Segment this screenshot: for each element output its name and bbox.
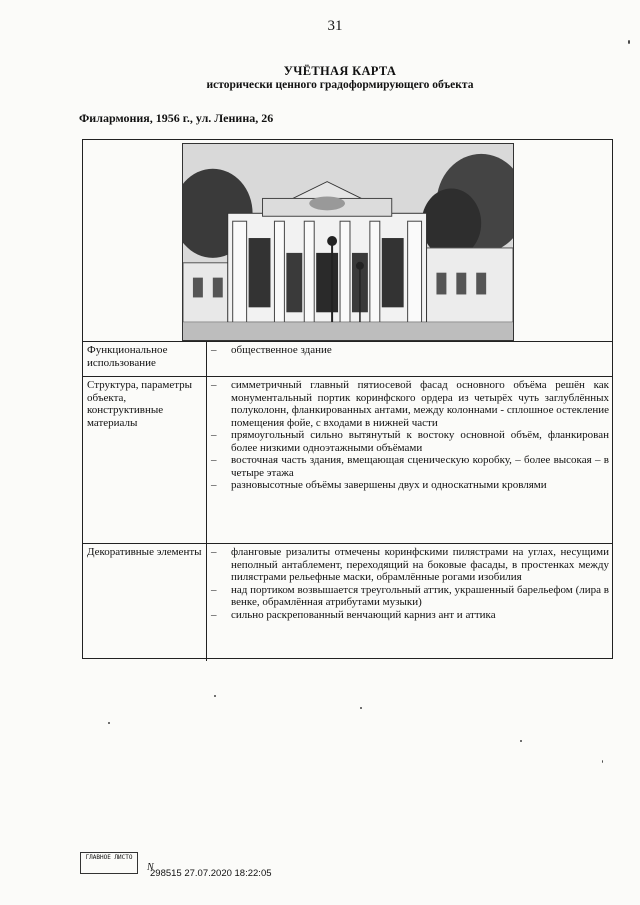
number-mark: N (147, 862, 154, 873)
row-label: Функциональное использование (87, 344, 168, 369)
list-item: – общественное здание (211, 344, 332, 356)
row-label: Декоративные элементы (87, 546, 202, 558)
document-title: УЧЁТНАЯ КАРТА (283, 64, 397, 78)
document-id: 298515 27.07.2020 18:22:05 (150, 868, 272, 879)
document-subtitle: исторически ценного градоформирующего объекта (206, 79, 474, 91)
object-name: Филармония, 1956 г., ул. Ленина, 26 (79, 111, 274, 125)
row-structure (83, 376, 612, 544)
list-item: – сильно раскрепованный венчающий карниз ант и аттика (211, 608, 496, 621)
list-item: – восточная часть здания, вмещающая сценическую коробку, – более высокая – в четыре этажа (211, 454, 609, 479)
list-item: – прямоугольный сильно вытянутый к востоку основной объём, фланкирован более низкими одноэтажными объёмами (211, 429, 609, 454)
row-decorative (83, 543, 612, 661)
page-number: 31 (327, 18, 343, 34)
list-item: – симметричный главный пятиосевой фасад основного объёма решён как монументальный портик коринфского ордера из четырёх чуть заглублённых полуколонн, фланкированных антами, между колоннами - сплошное остекление помещения фойе, с входами в нижней части (211, 379, 609, 429)
list-item: – фланговые ризалиты отмечены коринфскими пилястрами на углах, несущими неполный антаблемент, переходящий на боковые фасады, в простенках между пилястрами рельефные маски, обрамлённые рогами изобилия (211, 546, 609, 583)
list-item: – над портиком возвышается треугольный аттик, украшенный барельефом (лира в венке, обрамлённая атрибутами музыки) (211, 583, 609, 608)
record-card (82, 139, 613, 659)
building-photo (182, 143, 514, 341)
row-functional-use (83, 341, 612, 377)
row-label: Структура, параметры объекта, конструктивные материалы (87, 379, 193, 429)
registry-stamp: ГЛАВНОЕ ЛИСТО (80, 852, 138, 874)
building-photo-icon (183, 144, 513, 340)
list-item: – разновысотные объёмы завершены двух и односкатными кровлями (211, 479, 547, 491)
